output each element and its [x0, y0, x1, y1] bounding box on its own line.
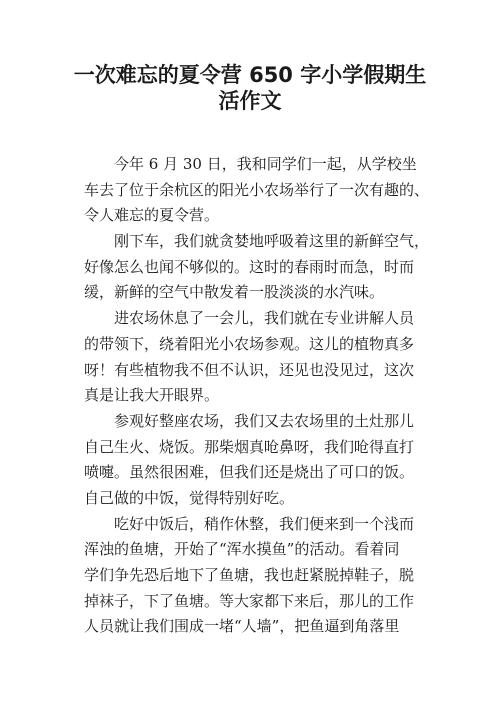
paragraph-1 [84, 152, 430, 229]
title-line: 活作文 [218, 88, 282, 113]
text-line: 刚下车，我们就贪婪地呼吸着这里的新鲜空气， [114, 232, 430, 251]
text-line: 令人难忘的夏令营。 [84, 206, 220, 225]
text-line: 进农场休息了一会儿，我们就在专业讲解人员 [114, 309, 415, 328]
text-line: 真是让我大开眼界。 [84, 386, 220, 405]
text-line: 吃好中饭后，稍作休整，我们便来到一个浅而 [114, 514, 415, 533]
text-line: 车去了位于余杭区的阳光小农场举行了一次有趣的、 [84, 180, 430, 199]
document-body [84, 152, 430, 640]
text-line: 自己做的中饭，觉得特别好吃。 [84, 488, 295, 507]
text-line: 的带领下，绕着阳光小农场参观。这儿的植物真多 [84, 334, 415, 353]
text-line: 好像怎么也闻不够似的。这时的春雨时而急，时而 [84, 257, 415, 276]
text-line: 学们争先恐后地下了鱼塘，我也赶紧脱掉鞋子，脱 [84, 566, 415, 584]
text-line: 参观好整座农场，我们又去农场里的土灶那儿 [114, 411, 415, 430]
paragraph-3 [84, 306, 418, 409]
text-line: 浑浊的鱼塘，开始了“浑水摸鱼”的活动。看着同 [84, 540, 400, 559]
text-line: 喷嚏。虽然很困难，但我们还是烧出了可口的饭。 [84, 463, 415, 482]
title-line: 一次难忘的夏令营 650 字小学假期生 [73, 63, 427, 87]
text-line: 自己生火、烧饭。那柴烟真呛鼻呀，我们呛得直打 [84, 437, 415, 456]
text-line: 掉袜子，下了鱼塘。等大家都下来后，那儿的工作 [84, 591, 415, 610]
text-line: 呀！有些植物我不但不认识，还见也没见过，这次 [84, 360, 415, 379]
text-line: 今年 6 月 30 日，我和同学们一起，从学校坐 [114, 155, 417, 173]
document-title [60, 62, 440, 113]
paragraph-5 [84, 512, 418, 640]
paragraph-4 [84, 409, 418, 512]
paragraph-2 [84, 229, 430, 306]
text-line: 人员就让我们围成一堵“人墙”，把鱼逼到角落里 [84, 617, 400, 636]
text-line: 缓，新鲜的空气中散发着一股淡淡的水汽味。 [84, 283, 385, 302]
